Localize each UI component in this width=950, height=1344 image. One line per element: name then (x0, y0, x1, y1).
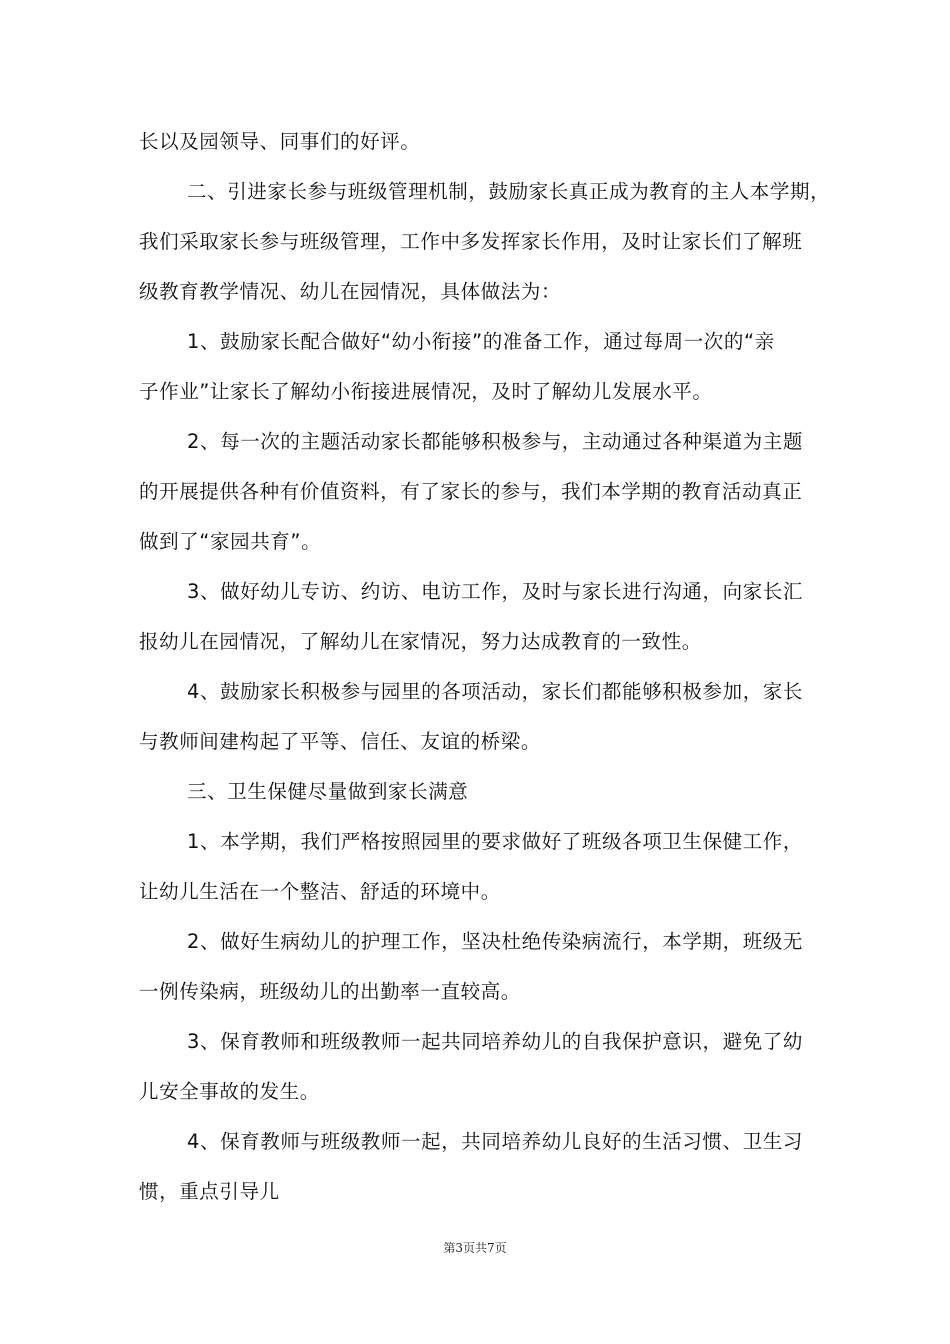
section-heading: 三、卫生保健尽量做到家长满意 (187, 780, 469, 803)
page-footer: 第3页共7页 (443, 1241, 507, 1255)
text-line: 让幼儿生活在一个整洁、舒适的环境中。 (139, 880, 501, 903)
text-line: 1、本学期，我们严格按照园里的要求做好了班级各项卫生保健工作， (187, 830, 804, 853)
text-line: 3、保育教师和班级教师一起共同培养幼儿的自我保护意识，避免了幼 (187, 1030, 804, 1053)
text-line: 我们采取家长参与班级管理，工作中多发挥家长作用，及时让家长们了解班 (139, 230, 803, 253)
text-line: 做到了“家园共育”。 (139, 530, 322, 553)
text-line: 长以及园领导、同事们的好评。 (139, 130, 421, 153)
text-line: 级教育教学情况、幼儿在园情况，具体做法为： (139, 280, 562, 303)
text-line: 2、做好生病幼儿的护理工作，坚决杜绝传染病流行，本学期，班级无 (187, 930, 804, 953)
text-line: 4、保育教师与班级教师一起，共同培养幼儿良好的生活习惯、卫生习 (187, 1130, 804, 1153)
text-line: 3、做好幼儿专访、约访、电访工作，及时与家长进行沟通，向家长汇 (187, 580, 804, 603)
text-line: 二、引进家长参与班级管理机制，鼓励家长真正成为教育的主人本学期， (187, 180, 831, 203)
text-line: 子作业”让家长了解幼小衔接进展情况，及时了解幼儿发展水平。 (139, 380, 713, 403)
text-line: 2、每一次的主题活动家长都能够积极参与，主动通过各种渠道为主题 (187, 430, 804, 453)
text-line: 儿安全事故的发生。 (139, 1080, 320, 1103)
text-line: 惯，重点引导儿 (139, 1180, 280, 1203)
text-line: 报幼儿在园情况，了解幼儿在家情况，努力达成教育的一致性。 (139, 630, 702, 653)
text-line: 1、鼓励家长配合做好“幼小衔接”的准备工作，通过每周一次的“亲 (187, 330, 775, 353)
text-line: 的开展提供各种有价值资料，有了家长的参与，我们本学期的教育活动真正 (139, 480, 803, 503)
text-line: 与教师间建构起了平等、信任、友谊的桥梁。 (139, 730, 542, 753)
text-line: 4、鼓励家长积极参与园里的各项活动，家长们都能够积极参加，家长 (187, 680, 804, 703)
text-line: 一例传染病，班级幼儿的出勤率一直较高。 (139, 980, 521, 1003)
